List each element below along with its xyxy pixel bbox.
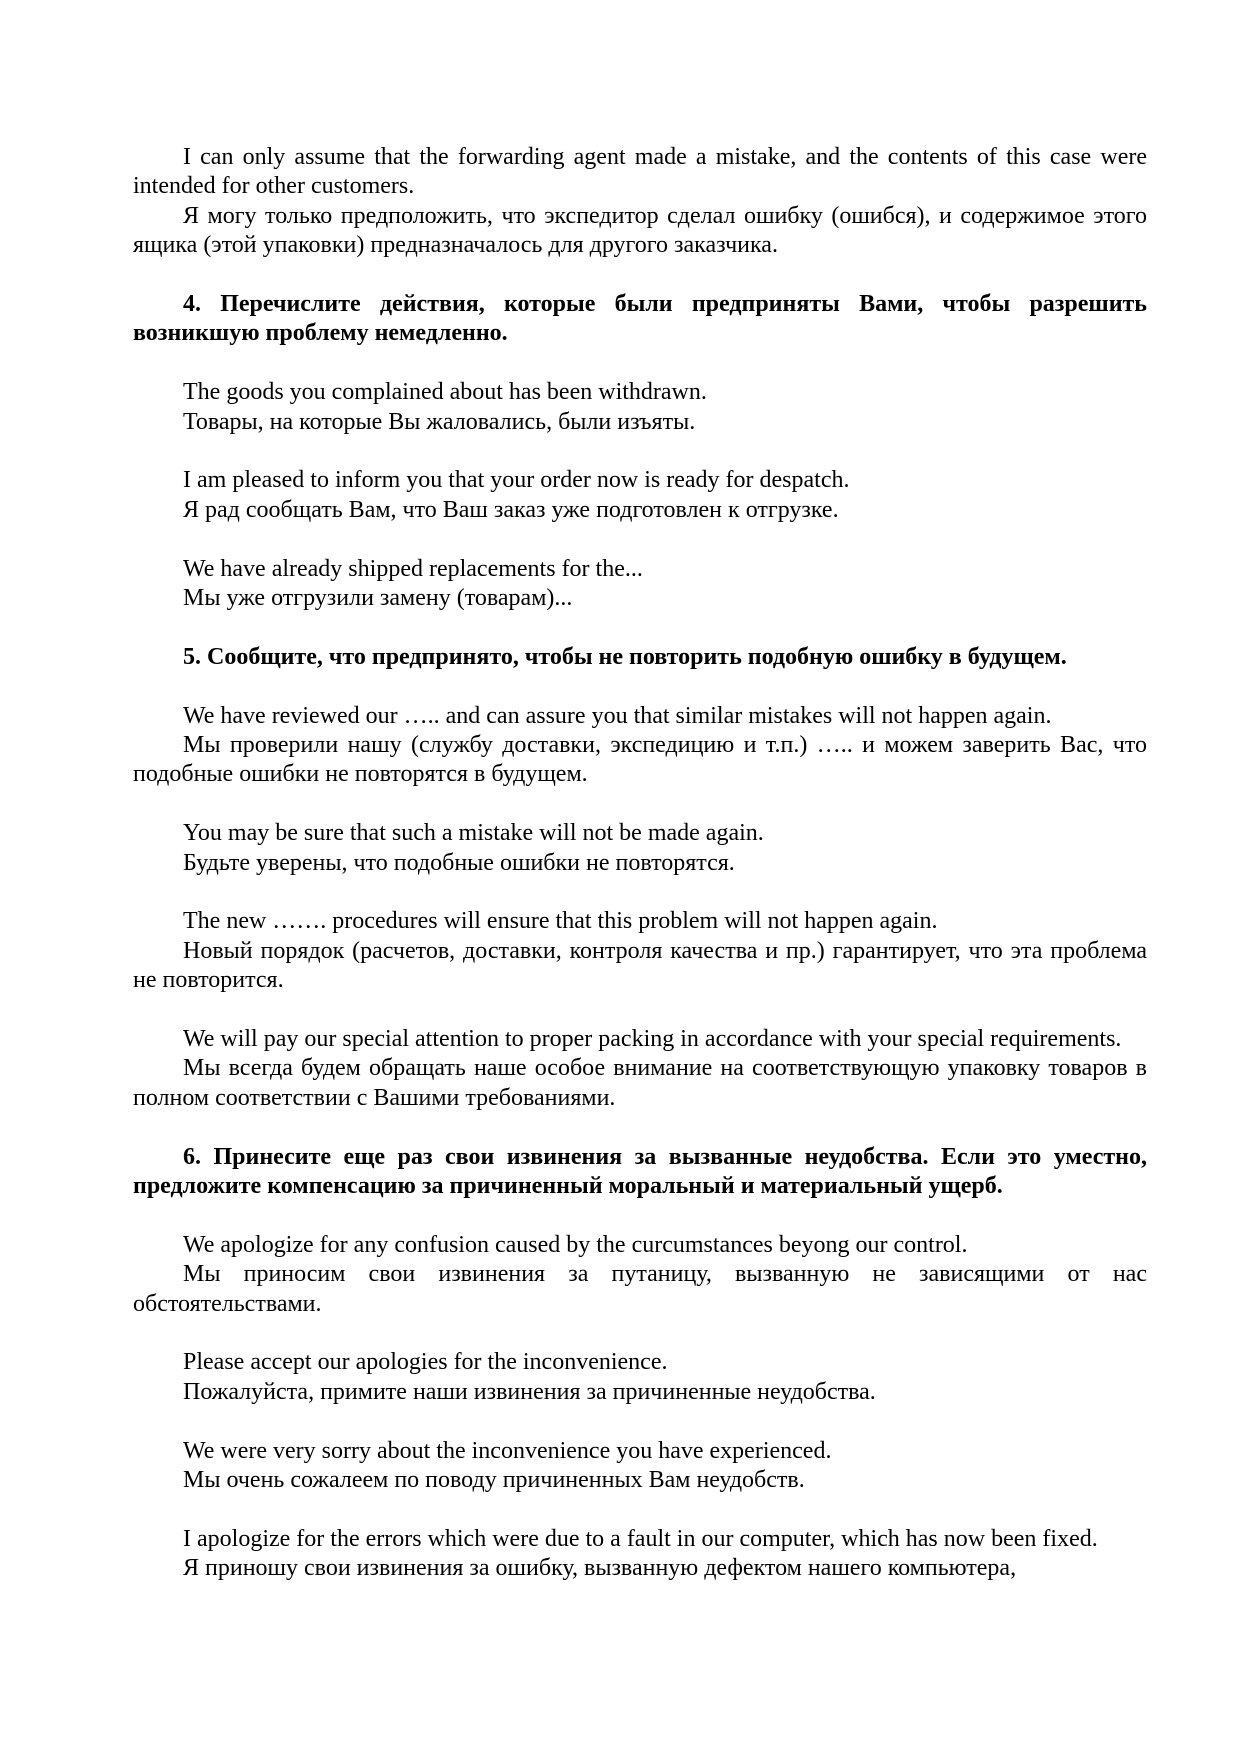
paragraph-english: The goods you complained about has been withdrawn. [183, 379, 707, 406]
paragraph-russian: Мы уже отгрузили замену (товарам)... [183, 585, 573, 612]
paragraph-english: I apologize for the errors which were due to a fault in our computer, which has now been fixed. [183, 1525, 1098, 1552]
paragraph-russian: Мы проверили нашу (службу доставки, экспедицию и т.п.) ….. и можем заверить Вас, что подобные ошибки не повторятся в будущем. [133, 732, 1147, 788]
paragraph-english: You may be sure that such a mistake will not be made again. [183, 820, 764, 847]
paragraph-english: We will pay our special attention to proper packing in accordance with your special requirements. [183, 1026, 1122, 1053]
paragraph-russian: Пожалуйста, примите наши извинения за причиненные неудобства. [183, 1378, 876, 1405]
phrase-pair-group [133, 1231, 1147, 1319]
phrase-pair-group [133, 907, 1147, 995]
paragraph-russian: Мы приносим свои извинения за путаницу, вызванную не зависящими от нас обстоятельствами. [133, 1261, 1147, 1317]
phrase-pair-group [133, 378, 1147, 437]
paragraph-english: We apologize for any confusion caused by the curcumstances beyong our control. [183, 1231, 968, 1258]
phrase-pair-group [133, 1025, 1147, 1113]
paragraph-english: The new ……. procedures will ensure that this problem will not happen again. [183, 908, 938, 935]
paragraph-russian: Мы всегда будем обращать наше особое внимание на соответствующую упаковку товаров в полном соответствии с Вашими требованиями. [133, 1055, 1147, 1111]
paragraph-russian: Новый порядок (расчетов, доставки, контроля качества и пр.) гарантирует, что эта проблема не повторится. [133, 937, 1147, 994]
paragraph-russian: Я приношу свои извинения за ошибку, вызванную дефектом нашего компьютера, [183, 1555, 1017, 1582]
section-heading-group [133, 643, 1147, 672]
section-heading: 4. Перечислите действия, которые были предприняты Вами, чтобы разрешить возникшую проблему немедленно. [133, 291, 1147, 347]
phrase-pair-group [133, 819, 1147, 878]
section-heading: 6. Принесите еще раз свои извинения за вызванные неудобства. Если это уместно, предложите компенсацию за причиненный моральный и материальный ущерб. [133, 1143, 1147, 1200]
section-heading-group [133, 290, 1147, 349]
paragraph-russian: Будьте уверены, что подобные ошибки не повторятся. [183, 849, 735, 876]
paragraph-english: We have reviewed our ….. and can assure you that similar mistakes will not happen again. [183, 702, 1052, 729]
paragraph-english: I am pleased to inform you that your order now is ready for despatch. [183, 467, 850, 494]
paragraph-russian: Мы очень сожалеем по поводу причиненных Вам неудобств. [183, 1467, 805, 1494]
paragraph-russian: Товары, на которые Вы жаловались, были изъяты. [183, 408, 696, 435]
text-content [133, 143, 1147, 1584]
phrase-pair-group [133, 143, 1147, 261]
phrase-pair-group [133, 466, 1147, 525]
phrase-pair-group [133, 702, 1147, 790]
paragraph-english: We have already shipped replacements for the... [183, 555, 643, 582]
section-heading-group [133, 1143, 1147, 1202]
phrase-pair-group [133, 555, 1147, 614]
paragraph-russian: Я могу только предположить, что экспедитор сделал ошибку (ошибся), и содержимое этого ящика (этой упаковки) предназначалось для другого заказчика. [133, 202, 1147, 259]
phrase-pair-group [133, 1348, 1147, 1407]
paragraph-english: We were very sorry about the inconvenience you have experienced. [183, 1437, 832, 1464]
paragraph-english: Please accept our apologies for the inconvenience. [183, 1349, 668, 1376]
phrase-pair-group [133, 1437, 1147, 1496]
paragraph-russian: Я рад сообщать Вам, что Ваш заказ уже подготовлен к отгрузке. [183, 496, 839, 523]
phrase-pair-group [133, 1525, 1147, 1584]
section-heading: 5. Сообщите, что предпринято, чтобы не повторить подобную ошибку в будущем. [183, 643, 1067, 670]
paragraph-english: I can only assume that the forwarding agent made a mistake, and the contents of this case were intended for other customers. [133, 144, 1147, 200]
